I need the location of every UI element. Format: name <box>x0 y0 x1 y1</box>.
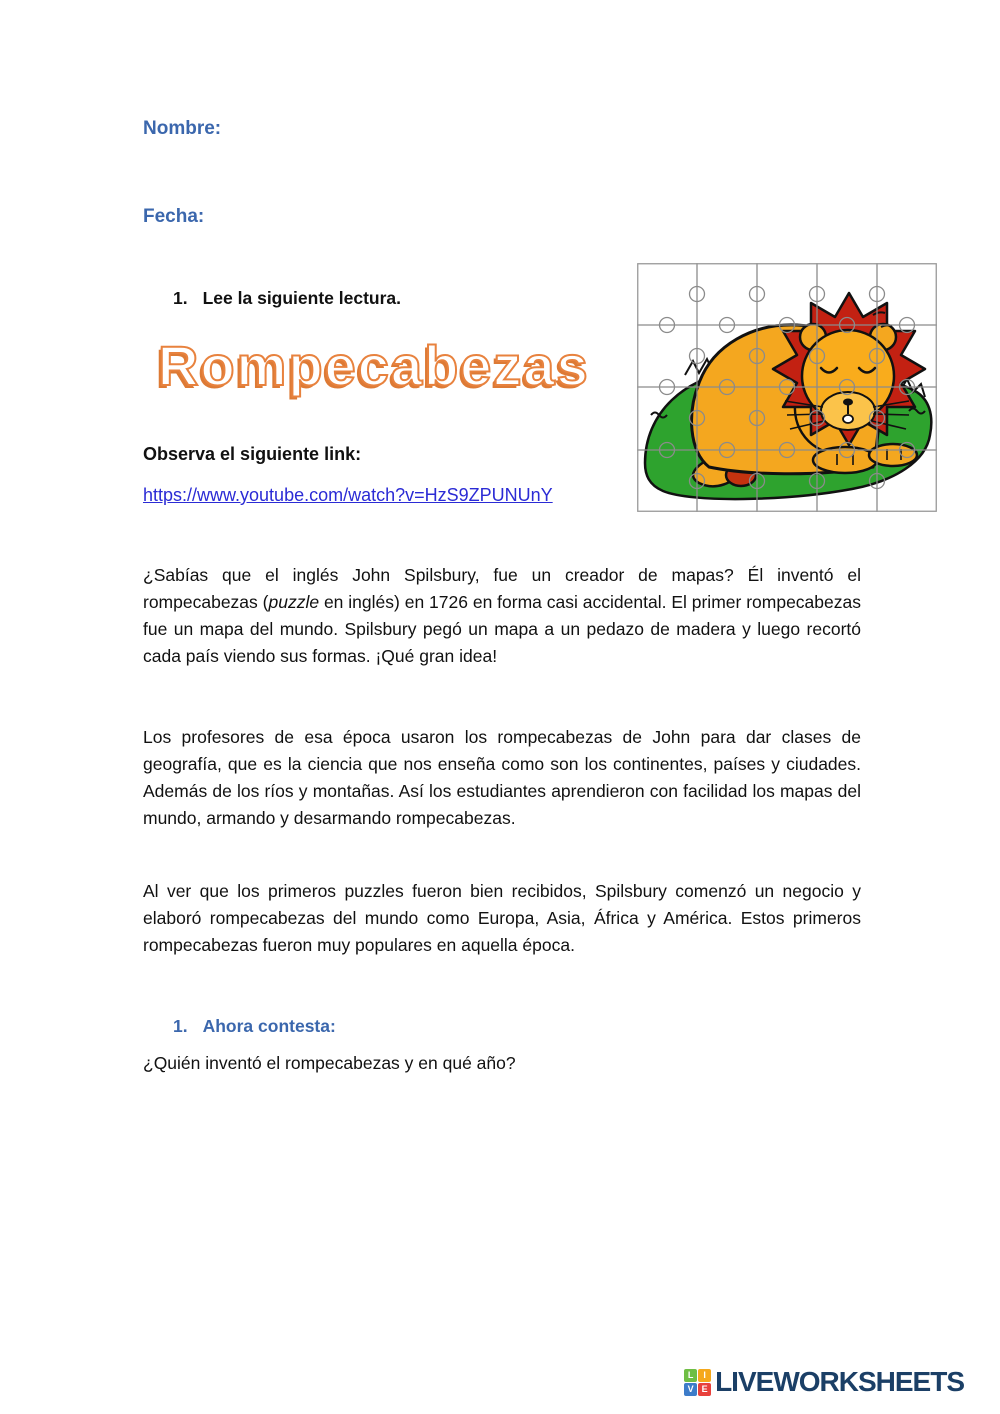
task-answer-number: 1. <box>173 1016 188 1036</box>
liveworksheets-logo <box>684 1366 964 1398</box>
logo-tile-e: E <box>698 1383 711 1396</box>
task-read-label: Lee la siguiente lectura. <box>202 288 402 308</box>
logo-tile-i: I <box>698 1369 711 1382</box>
reading-paragraph-2: Los profesores de esa época usaron los rompecabezas de John para dar clases de geografía, que es la ciencia que nos enseña como son los continentes, países y ciudades. Además de los ríos y montañas. Así los estudiantes aprendieron con facilidad los mapas del mundo, armando y desarmando rompecabezas. <box>143 727 861 828</box>
puzzle-lion-illustration <box>637 263 937 512</box>
reading-paragraph-1 <box>143 562 861 670</box>
reading-paragraph-3: Al ver que los primeros puzzles fueron bien recibidos, Spilsbury comenzó un negocio y elaboró rompecabezas del mundo como Europa, Asia, África y América. Estos primeros rompecabezas fueron muy populares en aquella época. <box>143 881 861 955</box>
date-label: Fecha: <box>143 206 205 227</box>
question-text: ¿Quién inventó el rompecabezas y en qué año? <box>143 1053 516 1073</box>
puzzle-lion-image <box>637 263 937 512</box>
name-label: Nombre: <box>143 118 222 139</box>
link-intro-label: Observa el siguiente link: <box>143 444 362 464</box>
logo-tile-l: L <box>684 1369 697 1382</box>
liveworksheets-logo-text: LIVEWORKSHEETS <box>715 1366 964 1397</box>
paragraph-1-text-a: ¿Sabías que el inglés John Spilsbury, fue un creador de mapas? Él inventó el rompecabezas ( <box>143 565 861 612</box>
paragraph-1-text-b: en inglés) en 1726 en forma casi accidental. El primer rompecabezas fue un mapa del mundo. Spilsbury pegó un mapa a un pedazo de madera y luego recortó cada país viendo sus formas. ¡Qué gran idea! <box>143 592 861 666</box>
task-answer-instruction <box>173 1016 336 1037</box>
task-read-instruction <box>173 288 401 309</box>
paragraph-1-italic-word: puzzle <box>268 592 320 612</box>
youtube-link[interactable]: https://www.youtube.com/watch?v=HzS9ZPUNUnY <box>143 485 553 505</box>
task-read-number: 1. <box>173 288 188 308</box>
task-answer-label: Ahora contesta: <box>202 1016 336 1036</box>
liveworksheets-logo-icon <box>684 1369 711 1396</box>
wordart-title: Rompecabezas <box>158 334 590 397</box>
logo-tile-v: V <box>684 1383 697 1396</box>
